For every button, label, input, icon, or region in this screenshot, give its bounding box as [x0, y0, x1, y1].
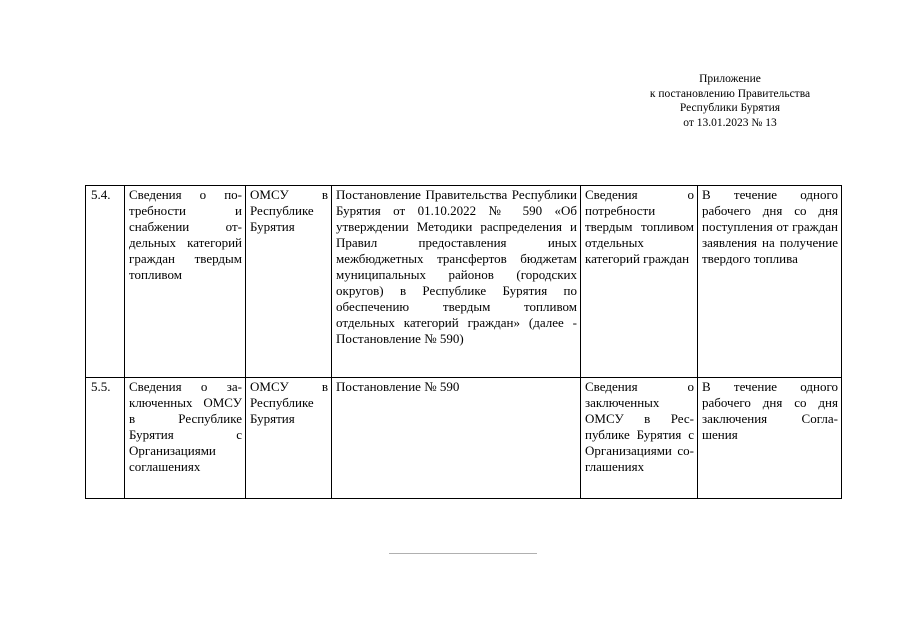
- subject-cell: [246, 378, 332, 499]
- info-name-text: Сведения о потребности и снабжении отдельных категорий граждан твердым топливом: [129, 187, 242, 282]
- info-name-cell: [125, 378, 246, 499]
- subject-cell: [246, 186, 332, 378]
- row-number: 5.4.: [86, 186, 125, 378]
- legal-basis-text: Постановление Правительства Республики Бурятия от 01.10.2022 № 590 «Об утверждении Методики распределения и Правил предоставления иных межбюджетных трансфертов бюджетам муниципальных районов (городских округов) в Республике Бурятия по обеспечению твердым топливом отдельных категорий граждан» (далее - Постановление № 590): [336, 187, 577, 346]
- appendix-title: Приложение: [699, 73, 761, 85]
- table-row: [86, 186, 842, 378]
- info-content-cell: [581, 186, 698, 378]
- appendix-republic: Республики Бурятия: [679, 102, 781, 114]
- row-number: 5.5.: [86, 378, 125, 499]
- appendix-date-number: от 13.01.2023 № 13: [683, 116, 777, 129]
- subject-text: ОМСУ в Республике Бурятия: [250, 379, 328, 426]
- deadline-text: В течение одного рабочего дня со дня заключения Соглашения: [702, 379, 838, 442]
- legal-basis-cell: [332, 186, 581, 378]
- info-content-cell: [581, 378, 698, 499]
- data-table: [85, 185, 842, 499]
- info-content-text: Сведения о заключенных ОМСУ в Республике Бурятия с Организациями соглашениях: [585, 379, 694, 474]
- info-content-text: Сведения о потребности твердым топливом отдельных категорий граждан: [585, 187, 694, 266]
- legal-basis-cell: [332, 378, 581, 499]
- deadline-cell: [698, 378, 842, 499]
- deadline-text: В течение одного рабочего дня со дня поступления от граждан заявления на получение твердого топлива: [702, 187, 838, 266]
- subject-text: ОМСУ в Республике Бурятия: [250, 187, 328, 234]
- end-divider: [389, 553, 537, 554]
- appendix-resolution-ref: к постановлению Правительства: [649, 87, 811, 100]
- appendix-header: [600, 72, 860, 130]
- info-name-cell: [125, 186, 246, 378]
- table-row: [86, 378, 842, 499]
- legal-basis-text: Постановление № 590: [336, 379, 460, 394]
- deadline-cell: [698, 186, 842, 378]
- info-name-text: Сведения о заключенных ОМСУ в Республике Бурятия с Организациями соглашениях: [129, 379, 242, 474]
